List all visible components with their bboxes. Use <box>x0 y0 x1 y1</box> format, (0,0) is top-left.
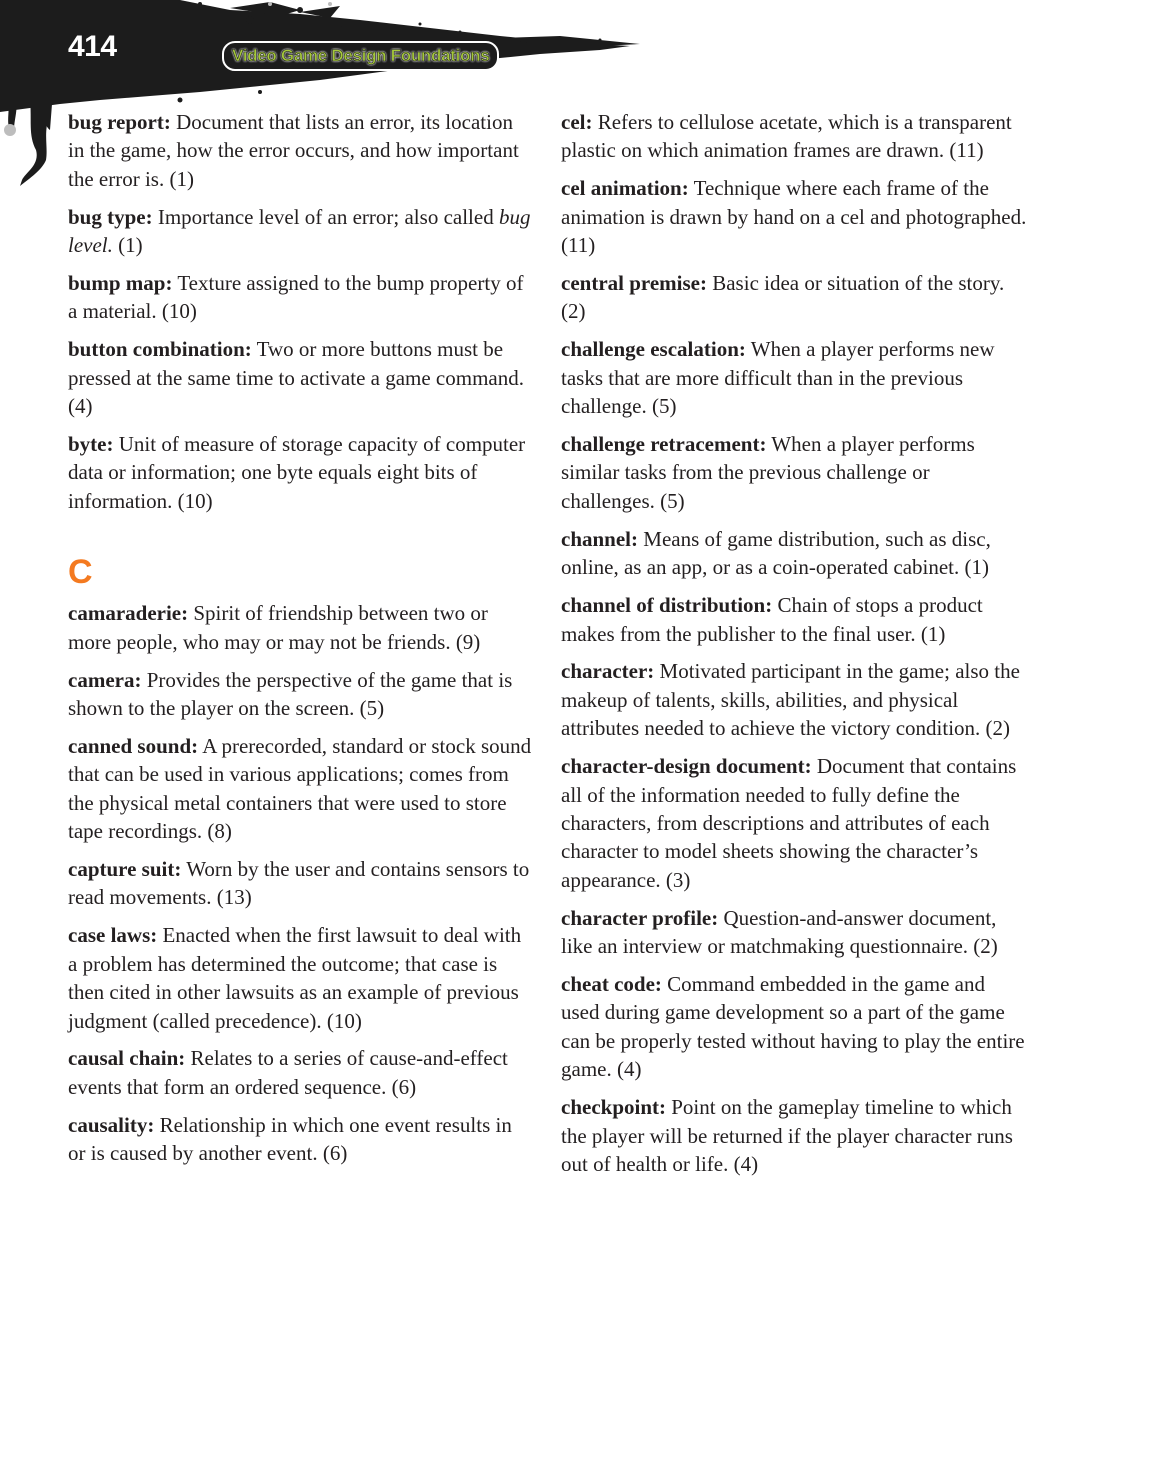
glossary-entry <box>561 335 1027 420</box>
glossary-definition: Document that lists an error, its location in the game, how the error occurs, and how important the error is. (1) <box>68 110 519 191</box>
glossary-entry <box>561 904 1027 961</box>
glossary-definition: Command embedded in the game and used during game development so a part of the game can be properly tested without having to play the entire game. (4) <box>561 971 1025 1082</box>
book-title-banner: Video Game Design Foundations <box>222 41 499 71</box>
glossary-entry <box>561 174 1027 259</box>
glossary-entry <box>561 657 1027 742</box>
glossary-term: causal chain: <box>68 1046 186 1071</box>
glossary-entry <box>68 855 534 912</box>
glossary-entry <box>68 599 534 656</box>
glossary-definition: Importance level of an error; also called <box>152 204 499 229</box>
glossary-definition: Motivated participant in the game; also the makeup of talents, skills, abilities, and physical attributes needed to achieve the victory condition. (2) <box>561 659 1020 741</box>
glossary-column-right <box>561 108 1027 1188</box>
glossary-entry <box>68 430 534 515</box>
glossary-definition: Basic idea or situation of the story. (2) <box>561 271 1005 324</box>
glossary-definition: When a player performs new tasks that are more difficult than in the previous challenge. (5) <box>561 337 995 419</box>
glossary-entry <box>68 203 534 260</box>
glossary-entry <box>561 1093 1027 1178</box>
glossary-term: camaraderie: <box>68 601 189 626</box>
glossary-column-left <box>68 108 534 1177</box>
glossary-entry <box>561 591 1027 648</box>
glossary-definition: Unit of measure of storage capacity of computer data or information; one byte equals eight bits of information. (10) <box>68 432 526 513</box>
section-letter-heading: C <box>68 553 93 592</box>
glossary-definition: Chain of stops a product makes from the publisher to the final user. (1) <box>561 593 983 646</box>
glossary-term: central premise: <box>561 271 707 296</box>
glossary-entry <box>68 1111 534 1168</box>
glossary-term: bump map: <box>68 271 173 296</box>
glossary-term: causality: <box>68 1112 155 1137</box>
glossary-term: cel animation: <box>561 176 689 201</box>
glossary-definition: Two or more buttons must be pressed at the same time to activate a game command. (4) <box>68 337 524 419</box>
glossary-entry <box>68 732 534 846</box>
glossary-definition: Technique where each frame of the animation is drawn by hand on a cel and photographed. (11) <box>561 176 1027 258</box>
glossary-chapter-ref: (1) <box>112 233 143 258</box>
glossary-term: character-design document: <box>561 754 812 779</box>
glossary-definition: When a player performs similar tasks from the previous challenge or challenges. (5) <box>561 432 975 513</box>
glossary-definition: Enacted when the first lawsuit to deal with a problem has determined the outcome; that case is then cited in other lawsuits as an example of previous judgment (called precedence). (10) <box>68 923 522 1033</box>
glossary-definition: Worn by the user and contains sensors to read movements. (13) <box>68 857 530 910</box>
glossary-definition: Provides the perspective of the game that is shown to the player on the screen. (5) <box>68 667 513 720</box>
glossary-term: checkpoint: <box>561 1095 666 1120</box>
glossary-entry <box>68 921 534 1035</box>
glossary-term: character profile: <box>561 905 719 930</box>
glossary-entry <box>561 269 1027 326</box>
glossary-term: canned sound: <box>68 733 199 758</box>
glossary-definition: Refers to cellulose acetate, which is a transparent plastic on which animation frames are drawn. (11) <box>561 110 1012 163</box>
glossary-definition: Relationship in which one event results in or is caused by another event. (6) <box>68 1112 512 1166</box>
glossary-entry <box>561 970 1027 1084</box>
glossary-entry <box>68 1044 534 1101</box>
glossary-definition: Means of game distribution, such as disc, online, as an app, or as a coin-operated cabinet. (1) <box>561 526 991 580</box>
glossary-term: challenge retracement: <box>561 432 767 457</box>
page-number: 414 <box>68 30 117 63</box>
glossary-entry <box>561 108 1027 165</box>
glossary-term: cheat code: <box>561 971 662 996</box>
glossary-definition: Document that contains all of the information needed to fully define the characters, from descriptions and attributes of each character to model sheets showing the character’s appearance. (3) <box>561 754 1017 892</box>
glossary-term: cel: <box>561 110 593 134</box>
glossary-term: character: <box>561 659 655 684</box>
glossary-definition: Point on the gameplay timeline to which the player will be returned if the player character runs out of health or life. (4) <box>561 1095 1013 1176</box>
glossary-definition: Spirit of friendship between two or more people, who may or may not be friends. (9) <box>68 601 488 654</box>
glossary-term: capture suit: <box>68 857 182 882</box>
glossary-alt-term: bug level. <box>68 204 531 258</box>
glossary-term: bug report: <box>68 110 171 134</box>
glossary-term: camera: <box>68 667 142 692</box>
glossary-term: byte: <box>68 432 114 457</box>
glossary-definition: Question-and-answer document, like an interview or matchmaking questionnaire. (2) <box>561 905 998 959</box>
glossary-entry <box>561 752 1027 894</box>
glossary-definition: Texture assigned to the bump property of a material. (10) <box>68 271 524 324</box>
glossary-term: button combination: <box>68 337 252 362</box>
glossary-entry <box>68 269 534 326</box>
glossary-entry <box>561 430 1027 515</box>
glossary-entry <box>68 666 534 723</box>
glossary-definition: A prerecorded, standard or stock sound that can be used in various applications; comes from the physical metal containers that were used to store tape recordings. (8) <box>68 733 532 844</box>
glossary-entry <box>68 108 534 193</box>
glossary-entry <box>68 335 534 420</box>
glossary-term: case laws: <box>68 923 158 948</box>
glossary-term: challenge escalation: <box>561 337 746 362</box>
glossary-term: bug type: <box>68 204 153 229</box>
glossary-term: channel of distribution: <box>561 593 773 618</box>
glossary-entry <box>561 525 1027 582</box>
glossary-definition: Relates to a series of cause-and-effect events that form an ordered sequence. (6) <box>68 1046 508 1099</box>
glossary-term: channel: <box>561 526 639 551</box>
